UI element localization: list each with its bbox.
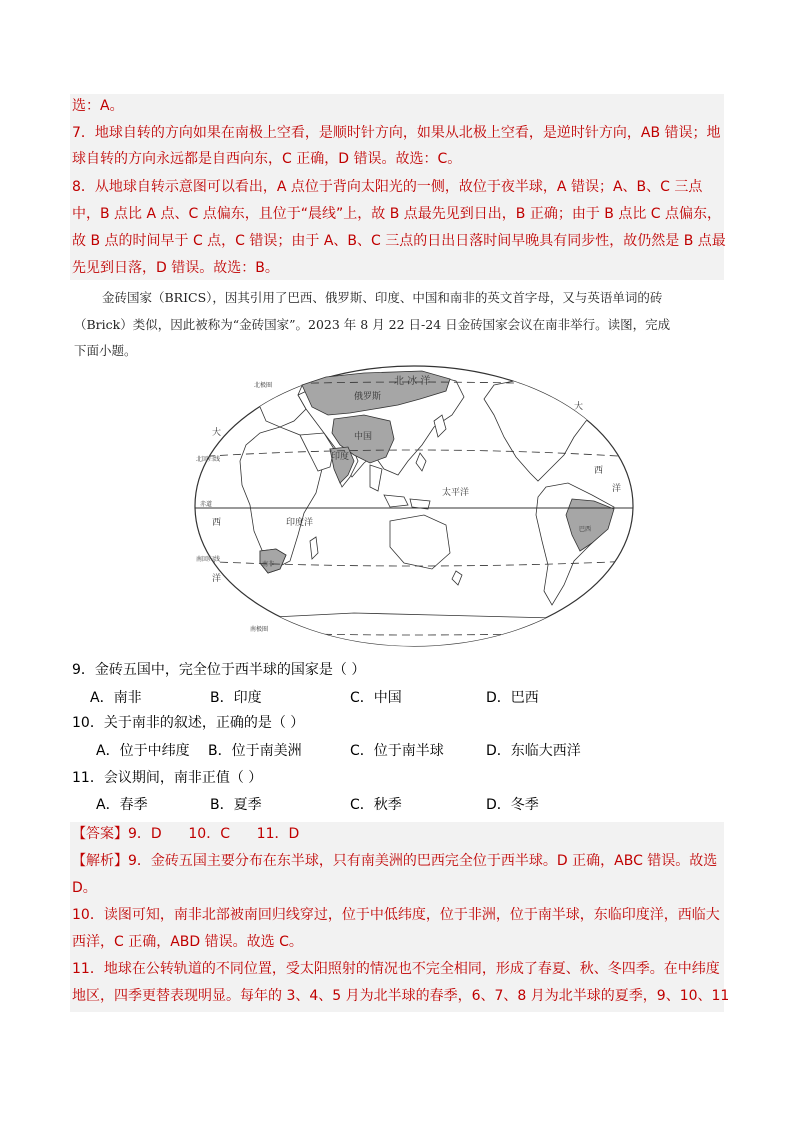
equator-label: 赤道 — [200, 501, 213, 508]
q9-option-a[interactable]: A．南非 — [90, 690, 142, 706]
analysis-tag: 【解析】 — [72, 853, 128, 869]
analysis-line — [72, 851, 717, 871]
arctic-ocean-label: 北 冰 洋 — [394, 376, 431, 387]
analysis-line: 西洋，C 正确，ABD 错误。故选 C。 — [72, 934, 303, 950]
brazil-label: 巴西 — [579, 526, 592, 533]
q10-option-d[interactable]: D．东临大西洋 — [486, 743, 581, 759]
q9-option-c[interactable]: C．中国 — [350, 690, 402, 706]
intro-text: 金砖国家（BRICS），因其引用了巴西、俄罗斯、印度、中国和南非的英文首字母，又与英语单词的砖 — [102, 290, 663, 305]
answer-line: 中，B 点比 A 点、C 点偏东，且位于“晨线”上，故 B 点最先见到日出，B 正确；由于 B 点比 C 点偏东， — [72, 206, 722, 222]
atlantic-right-2: 西 — [594, 466, 604, 476]
analysis-line: D。 — [72, 880, 97, 896]
south-africa-label: 南非 — [262, 561, 275, 568]
arctic-circle-label: 北极圈 — [254, 382, 273, 389]
analysis-line: 11．地球在公转轨道的不同位置，受太阳照射的情况也不完全相同，形成了春夏、秋、冬四季。在中纬度 — [72, 961, 720, 977]
answer-tag: 【答案】 — [72, 826, 128, 842]
intro-text: （Brick）类似，因此被称为“金砖国家”。2023 年 8 月 22 日-24 日金砖国家会议在南非举行。读图，完成 — [74, 317, 671, 332]
analysis-line: 10．读图可知，南非北部被南回归线穿过，位于中低纬度，位于非洲，位于南半球，东临印度洋，西临大 — [72, 907, 720, 923]
question-11-stem: 11．会议期间，南非正值（ ） — [72, 770, 263, 786]
q10-option-c[interactable]: C．位于南半球 — [350, 743, 444, 759]
world-map — [194, 365, 634, 647]
q11-option-d[interactable]: D．冬季 — [486, 797, 539, 813]
q10-option-a[interactable]: A．位于中纬度 — [96, 743, 190, 759]
q9-option-d[interactable]: D．巴西 — [486, 690, 539, 706]
atlantic-left-3: 洋 — [212, 574, 222, 584]
intro-text: 下面小题。 — [74, 343, 137, 358]
answer-text: 9．D 10．C 11．D — [128, 826, 300, 842]
answer-line: 故 B 点的时间早于 C 点，C 错误；由于 A、B、C 三点的日出日落时间早晚具有同步性，故仍然是 B 点最 — [72, 233, 726, 249]
russia-label: 俄罗斯 — [354, 392, 382, 402]
antarctic-circle-label: 南极圈 — [250, 626, 269, 633]
question-10-stem: 10．关于南非的叙述，正确的是（ ） — [72, 715, 305, 731]
analysis-text: 9．金砖五国主要分布在东半球，只有南美洲的巴西完全位于西半球。D 正确，ABC 错误。故选 — [128, 853, 718, 869]
britain-land — [242, 387, 254, 405]
answer-line: 球自转的方向永远都是自西向东，C 正确，D 错误。故选：C。 — [72, 151, 462, 167]
answer-line: 8．从地球自转示意图可以看出，A 点位于背向太阳光的一侧，故位于夜半球，A 错误；A、B、C 三点 — [72, 179, 703, 195]
india-label: 印度 — [331, 452, 350, 462]
answer-line: 7．地球自转的方向如果在南极上空看，是顺时针方向，如果从北极上空看，是逆时针方向，AB 错误；地 — [72, 125, 721, 141]
greenland-land — [574, 373, 608, 389]
q9-option-b[interactable]: B．印度 — [210, 690, 262, 706]
q11-option-b[interactable]: B．夏季 — [210, 797, 262, 813]
answer-line — [72, 824, 299, 844]
atlantic-right-1: 大 — [574, 402, 584, 412]
tropic-capricorn-label: 南回归线 — [196, 556, 221, 563]
china-label: 中国 — [354, 432, 373, 442]
q11-option-c[interactable]: C．秋季 — [350, 797, 402, 813]
indian-ocean-label: 印度洋 — [286, 518, 314, 528]
q10-option-b[interactable]: B．位于南美洲 — [208, 743, 302, 759]
answer-line: 先见到日落，D 错误。故选：B。 — [72, 260, 279, 276]
atlantic-left-1: 大 — [212, 428, 222, 438]
atlantic-left-2: 西 — [212, 518, 222, 528]
analysis-line: 地区，四季更替表现明显。每年的 3、4、5 月为北半球的春季，6、7、8 月为北半球的夏季，9、10、11 — [72, 988, 730, 1004]
question-9-stem: 9．金砖五国中，完全位于西半球的国家是（ ） — [72, 662, 366, 678]
q11-option-a[interactable]: A．春季 — [96, 797, 148, 813]
tropic-cancer-label: 北回归线 — [196, 456, 221, 463]
answer-line: 选：A。 — [72, 98, 124, 114]
pacific-label: 太平洋 — [442, 488, 470, 498]
atlantic-right-3: 洋 — [612, 484, 622, 494]
